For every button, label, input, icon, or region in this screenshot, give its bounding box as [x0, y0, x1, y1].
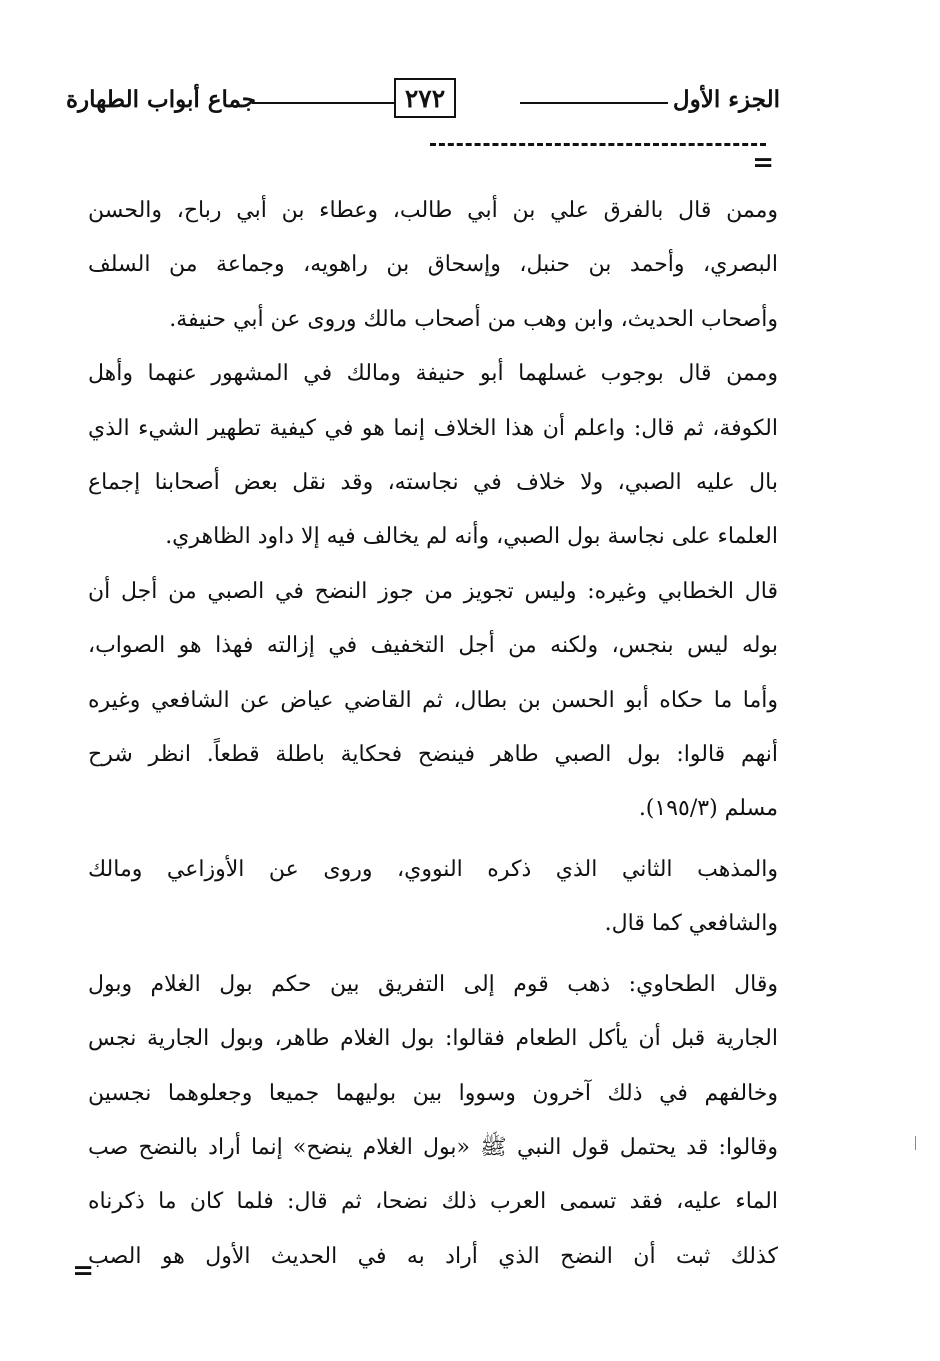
text-line: والشافعي كما قال. [604, 911, 778, 937]
paragraph-4 [88, 843, 778, 952]
page-number: ٢٧٢ [404, 83, 446, 113]
header-rule-left [252, 102, 394, 104]
text-line: كذلك ثبت أن النضح الذي أراد به في الحديث الأول هو الصب [88, 1243, 778, 1269]
footnote-body [88, 184, 778, 1284]
text-line: قال الخطابي وغيره: وليس تجويز من جوز النضح في الصبي من أجل أن [88, 578, 778, 604]
text-line: البصري، وأحمد بن حنبل، وإسحاق بن راهويه، وجماعة من السلف [88, 252, 778, 278]
continuation-mark-bottom: = [72, 1256, 94, 1286]
footnote-separator [430, 143, 766, 146]
paragraph-1 [88, 184, 778, 347]
text-line: بال عليه الصبي، ولا خلاف في نجاسته، وقد نقل بعض أصحابنا إجماع [88, 470, 778, 496]
running-header [60, 78, 780, 124]
paragraph-2 [88, 347, 778, 565]
text-line: الماء عليه، فقد تسمى العرب ذلك نضحا، ثم قال: فلما كان ما ذكرناه [88, 1189, 778, 1215]
text-line: بوله ليس بنجس، ولكنه من أجل التخفيف في إزالته فهذا هو الصواب، [88, 633, 778, 659]
header-rule-right [520, 102, 668, 104]
text-line: وقالوا: قد يحتمل قول النبي ﷺ «بول الغلام ينضح» إنما أراد بالنضح صب [88, 1134, 778, 1160]
text-line: وممن قال بالفرق علي بن أبي طالب، وعطاء بن أبي رباح، والحسن [88, 198, 778, 223]
section-title: جماع أبواب الطهارة [66, 86, 257, 113]
volume-label: الجزء الأول [672, 86, 780, 113]
text-line: مسلم (١٩٥/٣). [638, 796, 778, 822]
text-line: وأما ما حكاه أبو الحسن بن بطال، ثم القاضي عياض عن الشافعي وغيره [88, 687, 778, 713]
text-line: وخالفهم في ذلك آخرون وسووا بين بوليهما جميعا وجعلوهما نجسين [88, 1080, 778, 1106]
text-line: وأصحاب الحديث، وابن وهب من أصحاب مالك وروى عن أبي حنيفة. [169, 306, 778, 332]
continuation-mark-top: = [752, 148, 774, 178]
page-number-box [394, 78, 456, 118]
text-line: الجارية قبل أن يأكل الطعام فقالوا: بول الغلام طاهر، وبول الجارية نجس [88, 1026, 778, 1052]
text-line: العلماء على نجاسة بول الصبي، وأنه لم يخالف فيه إلا داود الظاهري. [165, 524, 778, 550]
text-line: والمذهب الثاني الذي ذكره النووي، وروى عن الأوزاعي ومالك [88, 856, 778, 882]
text-line: الكوفة، ثم قال: واعلم أن هذا الخلاف إنما هو في كيفية تطهير الشيء الذي [88, 415, 778, 441]
margin-tick [915, 1136, 916, 1150]
text-line: أنهم قالوا: بول الصبي طاهر فينضح فحكاية باطلة قطعاً. انظر شرح [88, 742, 778, 768]
text-line: وقال الطحاوي: ذهب قوم إلى التفريق بين حكم بول الغلام وبول [88, 971, 778, 997]
text-line: وممن قال بوجوب غسلهما أبو حنيفة ومالك في المشهور عنهما وأهل [88, 361, 778, 387]
paragraph-5 [88, 958, 778, 1284]
paragraph-3 [88, 565, 778, 837]
